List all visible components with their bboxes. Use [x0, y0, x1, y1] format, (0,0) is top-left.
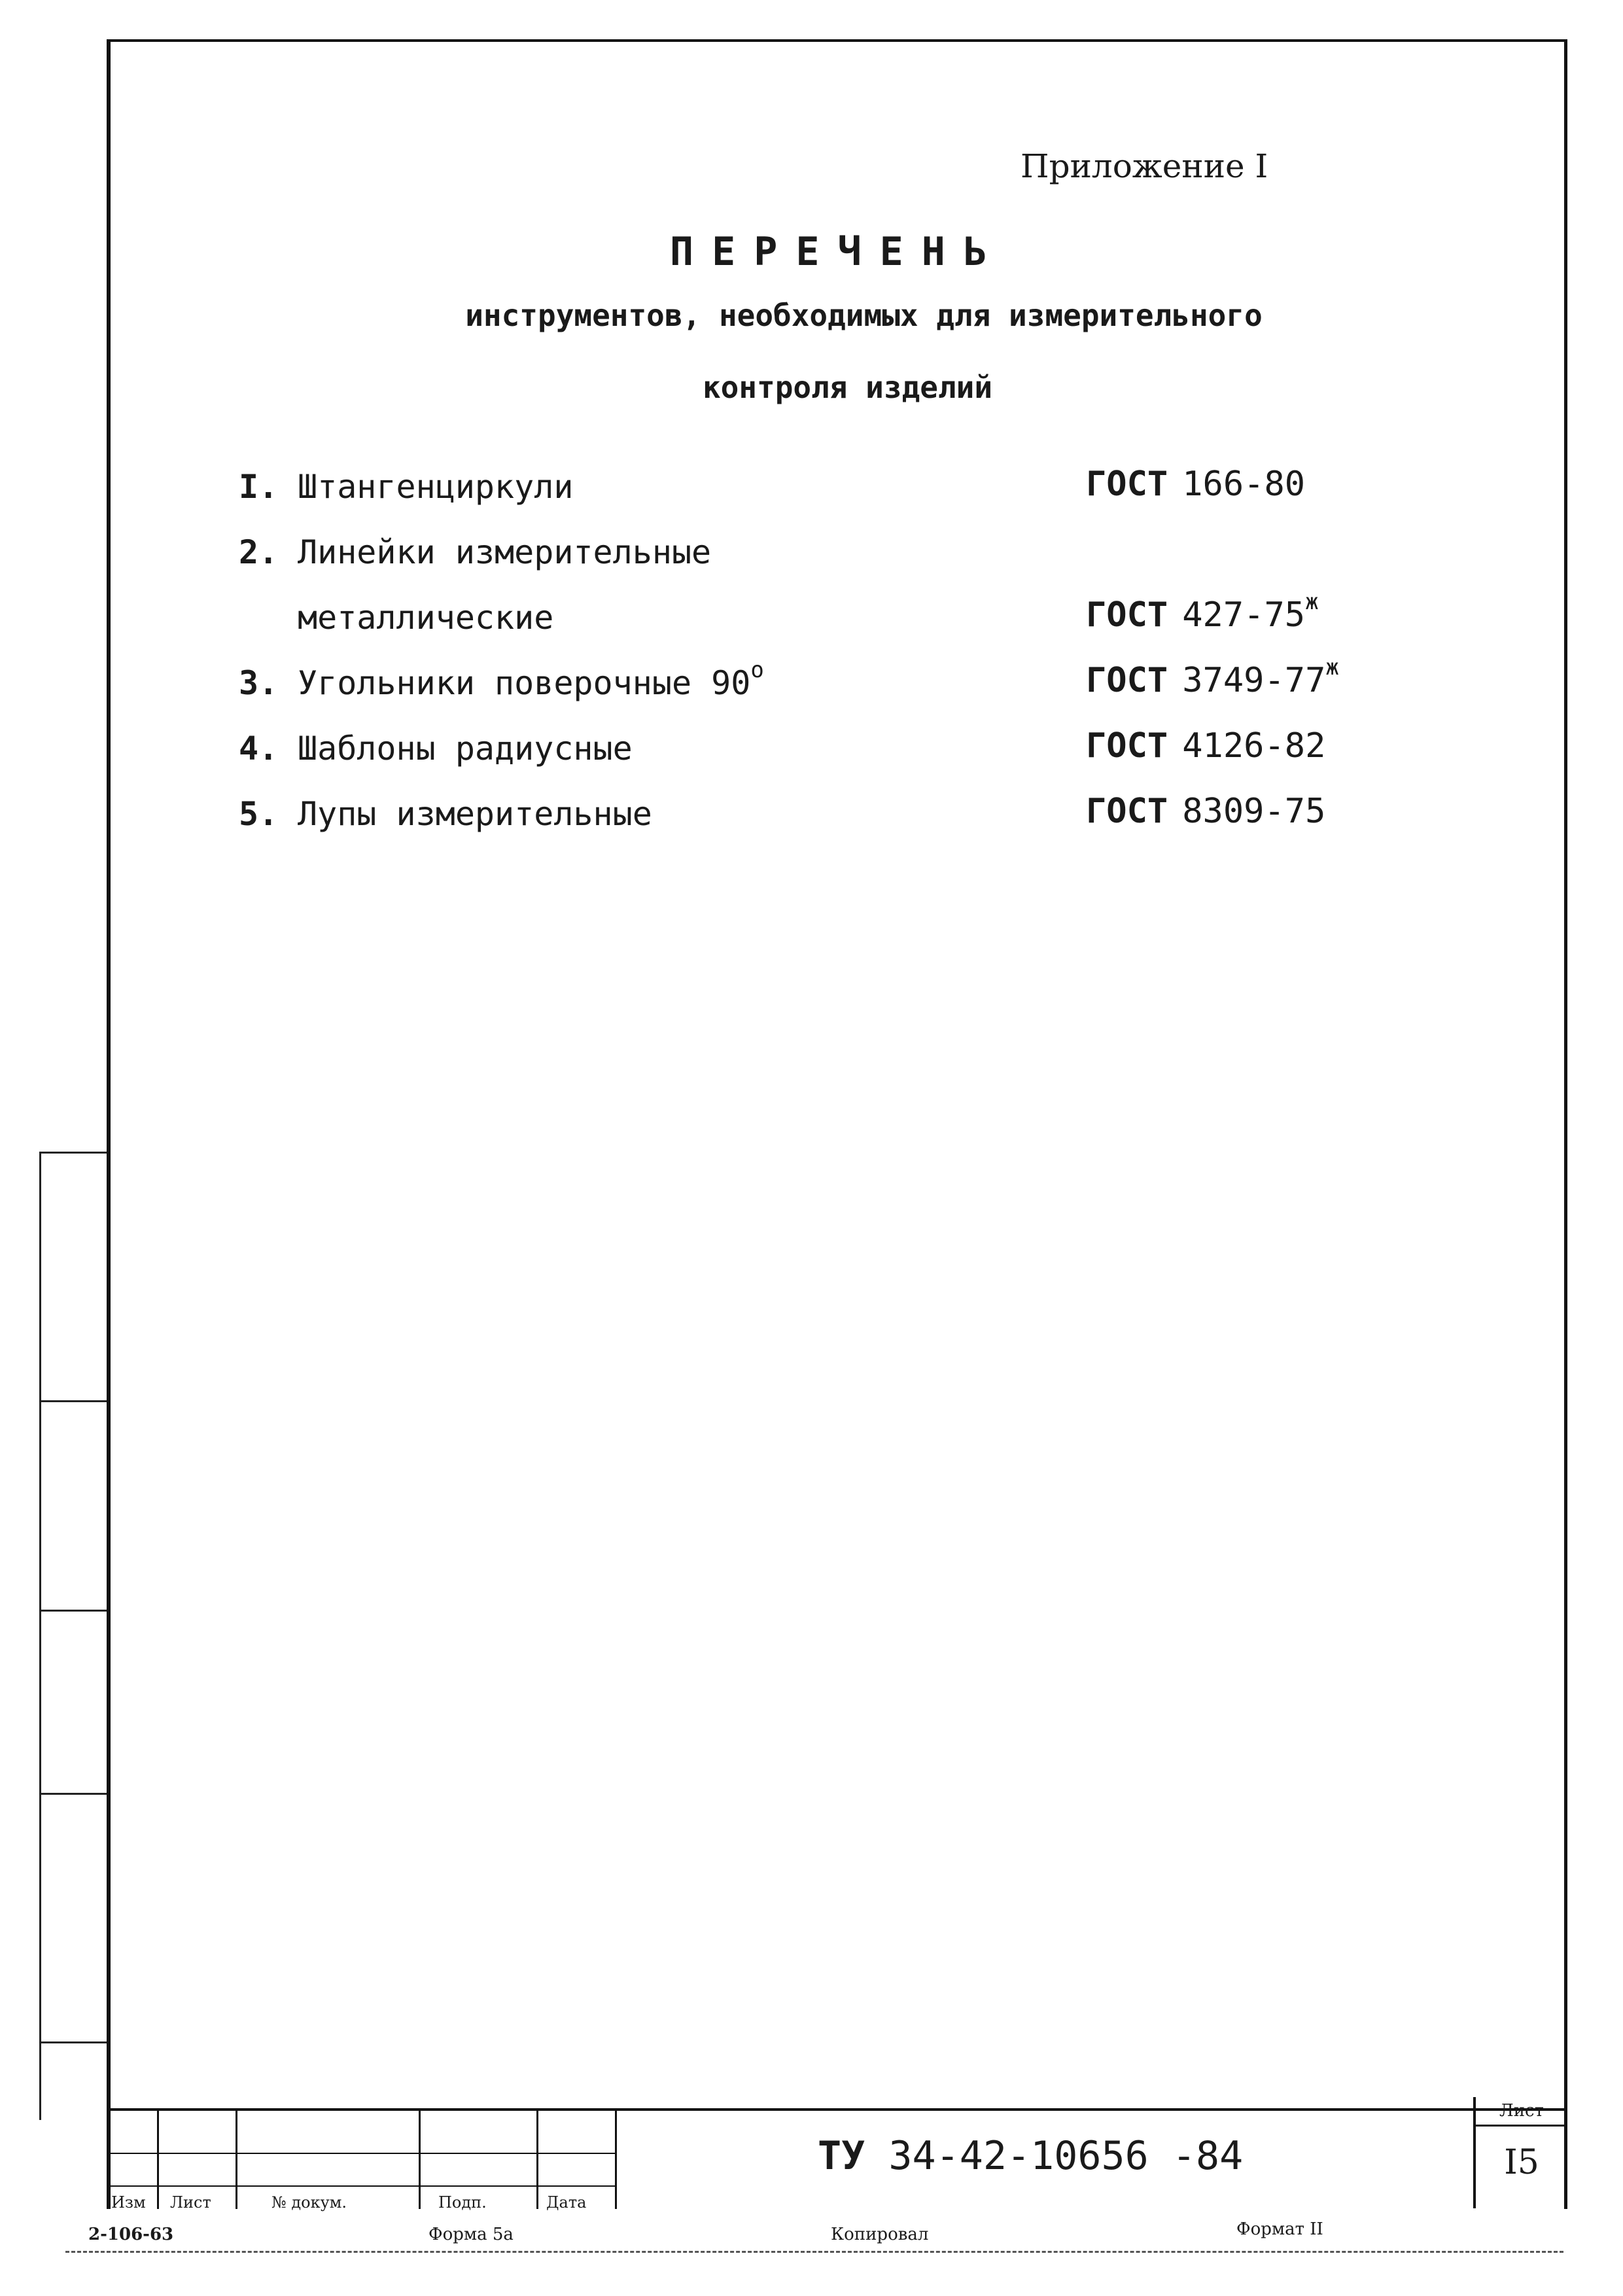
list-item [239, 533, 711, 571]
format-label: Формат II [1236, 2219, 1323, 2239]
subtitle-line-1: инструментов, необходимых для измерительного [465, 298, 1263, 333]
gost-prefix: ГОСТ [1086, 661, 1168, 700]
appendix-label: Приложение I [1021, 147, 1268, 185]
gost-prefix: ГОСТ [1086, 465, 1168, 504]
gost-reference [1086, 726, 1325, 766]
title-block-border [107, 2108, 1565, 2111]
stamp-col-docnum: № докум. [271, 2193, 347, 2212]
stamp-divider [536, 2108, 538, 2209]
gost-mark: ж [1325, 654, 1339, 680]
gost-number: 427-75 [1182, 595, 1306, 635]
stamp-divider [419, 2108, 421, 2209]
gost-number: 3749-77 [1182, 661, 1326, 700]
document-number [818, 2133, 1243, 2179]
stamp-row-line [107, 2153, 617, 2154]
item-number: I. [239, 468, 279, 506]
item-name: Угольники поверочные 90 [298, 664, 751, 702]
page-title: ПЕРЕЧЕНЬ [670, 229, 1005, 275]
item-number: 5. [239, 795, 279, 833]
stamp-col-change: Изм [111, 2193, 146, 2212]
sheet-box [1473, 2097, 1567, 2208]
item-name: Лупы измерительные [298, 795, 652, 833]
list-item [239, 730, 633, 768]
gost-number: 166-80 [1182, 465, 1306, 504]
list-item [239, 795, 652, 833]
gost-number: 4126-82 [1182, 726, 1326, 766]
sheet-number: I5 [1504, 2143, 1539, 2182]
list-item-continuation [298, 599, 553, 637]
form-label: Форма 5а [428, 2225, 514, 2244]
gost-number: 8309-75 [1182, 792, 1326, 831]
gost-reference [1086, 654, 1339, 700]
item-number: 2. [239, 533, 279, 571]
stamp-divider [236, 2108, 237, 2209]
binding-strip [39, 1152, 107, 2120]
item-number: 3. [239, 664, 279, 702]
copied-label: Копировал [831, 2225, 929, 2244]
gost-reference [1086, 792, 1325, 831]
doc-prefix: ТУ [818, 2133, 865, 2179]
item-name: Линейки измерительные [298, 533, 712, 571]
subtitle-line-2: контроля изделий [702, 370, 993, 405]
item-name: Шаблоны радиусные [298, 730, 633, 768]
doc-code: 34-42-10656 -84 [888, 2133, 1244, 2179]
stamp-col-sign: Подп. [438, 2193, 487, 2212]
stamp-row-line [107, 2185, 617, 2187]
item-name-line2: металлические [298, 599, 554, 637]
list-item [239, 468, 573, 506]
footer-rule [65, 2251, 1563, 2253]
stamp-col-sheet: Лист [170, 2193, 211, 2212]
gost-prefix: ГОСТ [1086, 792, 1168, 831]
gost-prefix: ГОСТ [1086, 595, 1168, 635]
stamp-divider [157, 2108, 159, 2209]
sheet-label: Лист [1476, 2101, 1567, 2127]
page-frame [107, 39, 1567, 2209]
stamp-col-date: Дата [546, 2193, 587, 2212]
stamp-divider [615, 2108, 617, 2209]
gost-reference [1086, 465, 1305, 504]
form-code: 2-106-63 [88, 2225, 174, 2244]
gost-reference [1086, 589, 1319, 635]
gost-mark: ж [1305, 589, 1319, 615]
item-name: Штангенциркули [298, 468, 574, 506]
gost-prefix: ГОСТ [1086, 726, 1168, 766]
degree-mark: о [750, 657, 764, 683]
item-number: 4. [239, 730, 279, 768]
list-item [239, 657, 764, 702]
